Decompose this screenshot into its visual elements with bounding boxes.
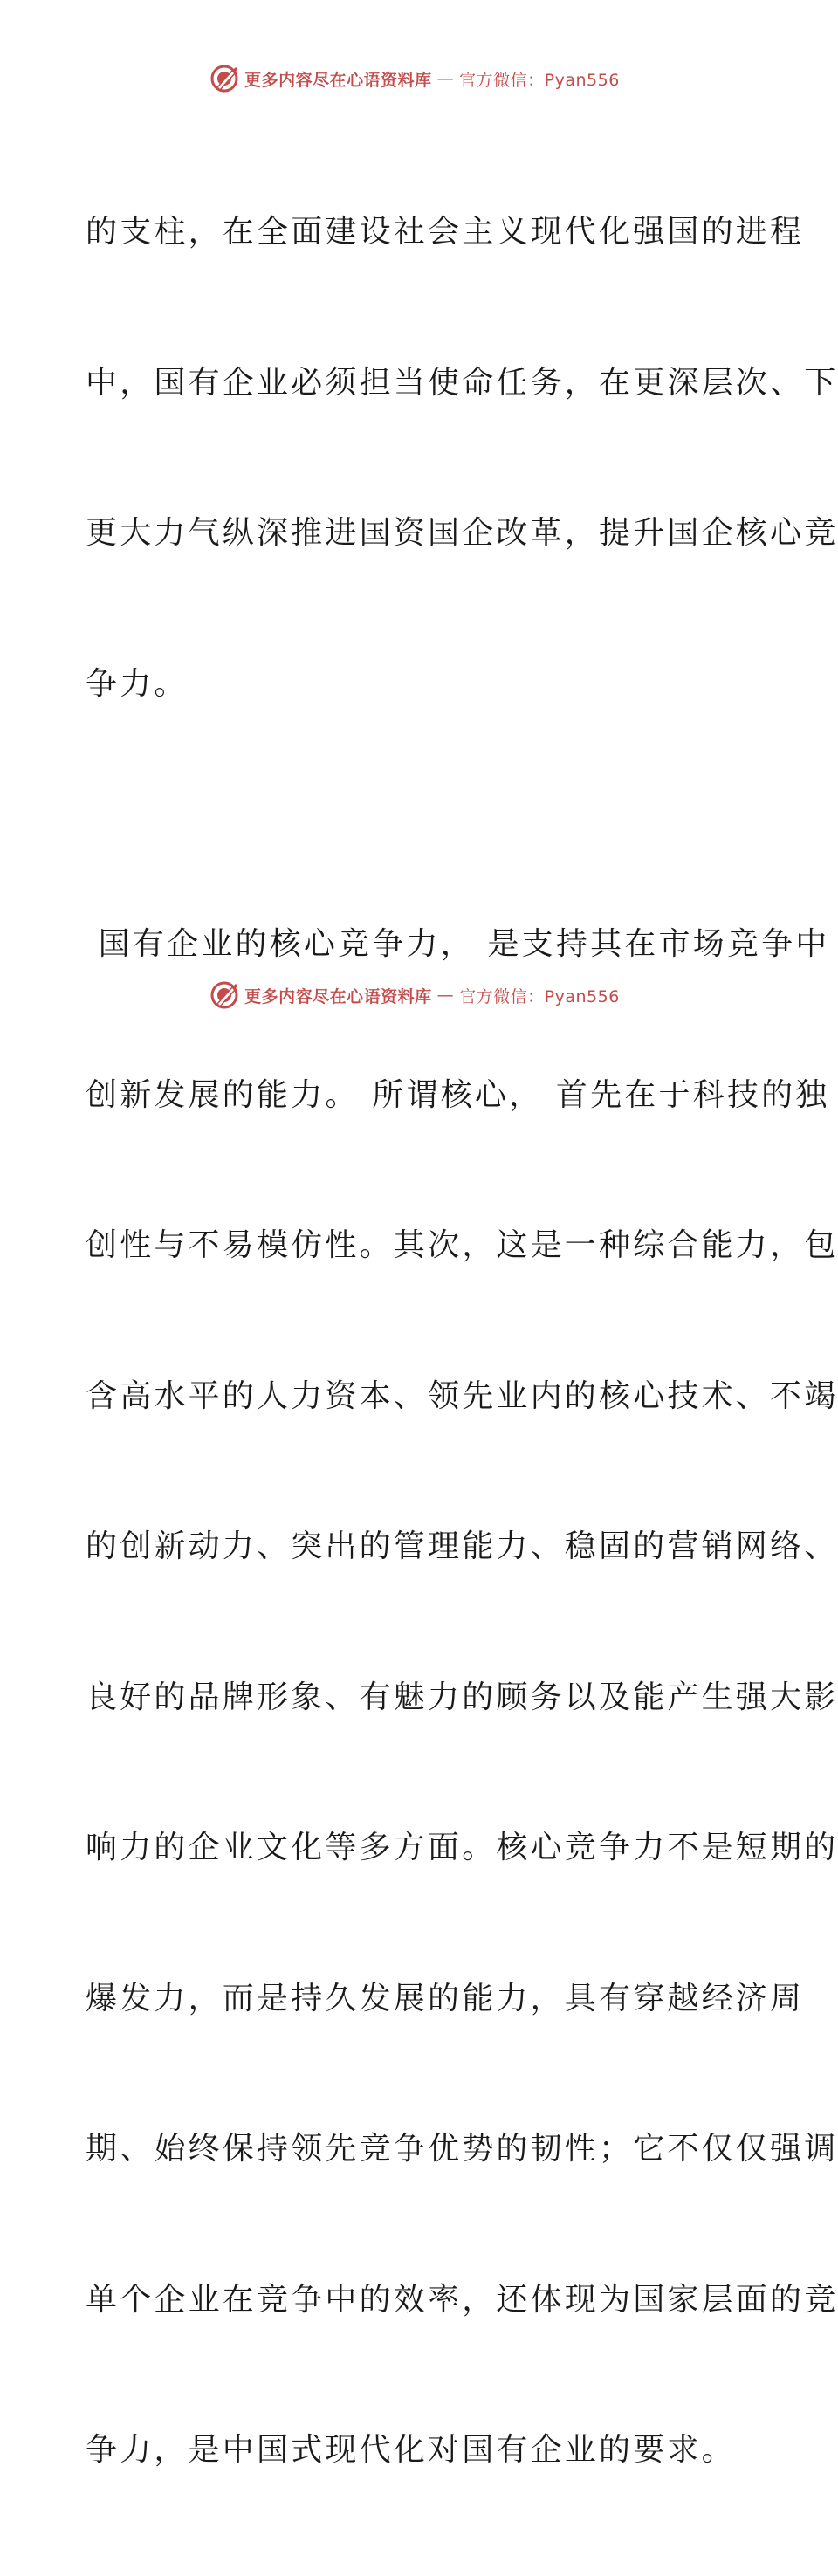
text-line: 的创新动力、突出的管理能力、稳固的营销网络、 [86, 1528, 838, 1564]
text-line: 中，国有企业必须担当使命任务，在更深层次、下 [86, 364, 838, 401]
paragraph-1 [86, 106, 838, 809]
text-line: 响力的企业文化等多方面。核心竞争力不是短期的 [86, 1830, 838, 1865]
text-line: 单个企业在竞争中的效率，还体现为国家层面的竞 [86, 2281, 838, 2318]
text-line: 更大力气纵深推进国资国企改革，提升国企核心竞 [86, 515, 838, 551]
text-line: 良好的品牌形象、有魅力的顾务以及能产生强大影 [86, 1679, 838, 1715]
footer-banner [0, 979, 829, 1011]
banner-contact-text: 官方微信：Pyan556 [459, 986, 620, 1006]
banner-main-text: 更多内容尽在心语资料库 [244, 986, 432, 1006]
banner-main-text: 更多内容尽在心语资料库 [244, 70, 432, 90]
header-banner [0, 63, 829, 94]
text-line: 创性与不易模仿性。其次，这是一种综合能力，包 [86, 1227, 838, 1263]
pen-seal-logo-icon [210, 980, 239, 1010]
text-line: 国有企业的核心竞争力， 是支持其在市场竞争中 [86, 926, 830, 962]
text-line: 期、始终保持领先竞争优势的韧性；它不仅仅强调 [86, 2131, 838, 2167]
text-line: 含高水平的人力资本、领先业内的核心技术、不竭 [86, 1377, 838, 1414]
banner-dash: — [436, 69, 455, 88]
text-line: 创新发展的能力。 所谓核心， 首先在于科技的独 [86, 1076, 830, 1113]
pen-seal-logo-icon [210, 64, 239, 93]
text-line: 争力，是中国式现代化对国有企业的要求。 [86, 2432, 736, 2468]
text-line: 争力。 [86, 665, 189, 702]
text-line: 的支柱，在全面建设社会主义现代化强国的进程 [86, 214, 805, 250]
banner-dash: — [436, 986, 455, 1005]
text-line: 爆发力，而是持久发展的能力，具有穿越经济周 [86, 1980, 805, 2016]
document-body [86, 106, 838, 2576]
banner-contact-text: 官方微信：Pyan556 [459, 70, 620, 90]
paragraph-2 [86, 819, 838, 2576]
